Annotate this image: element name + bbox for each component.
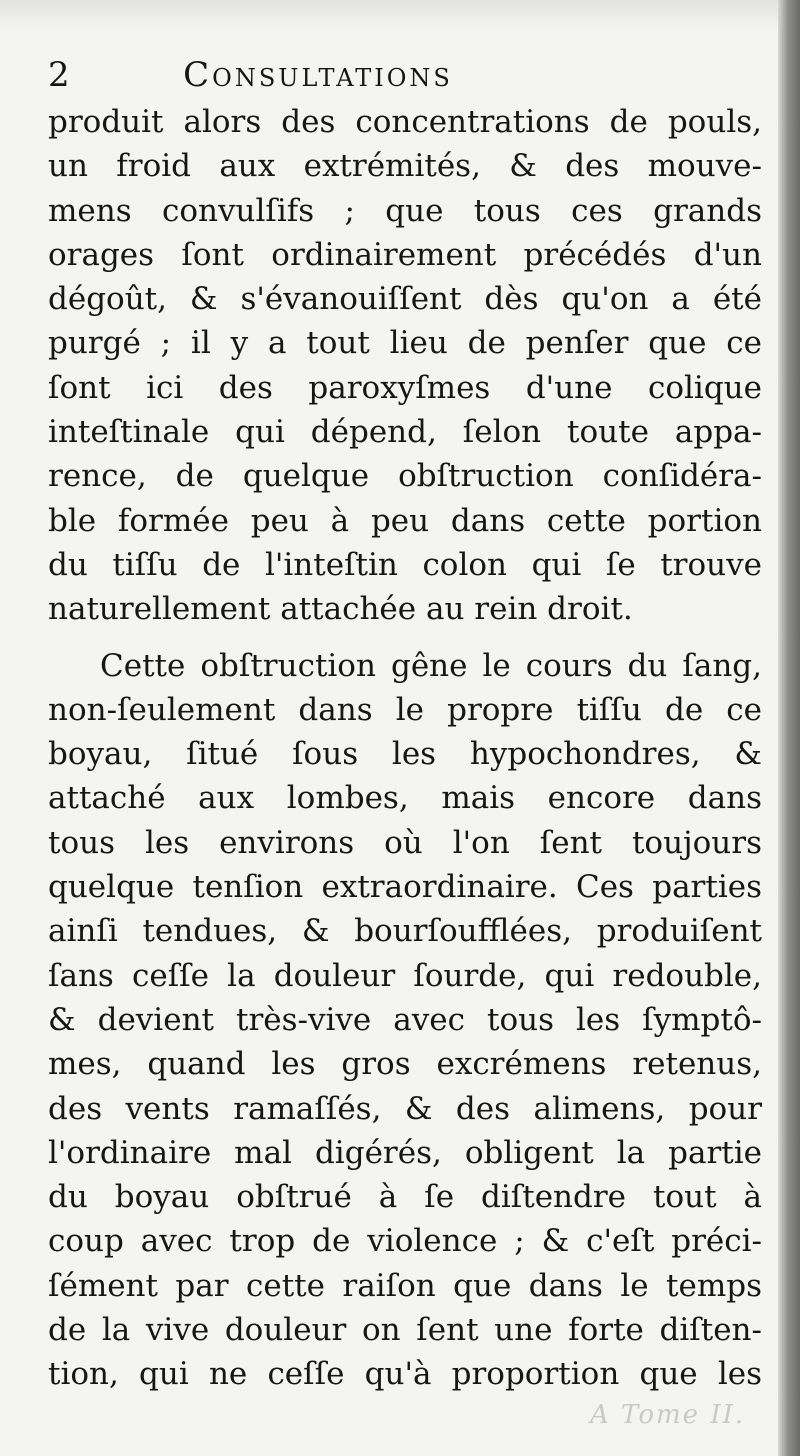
paragraph-2	[48, 644, 762, 1397]
paragraph-1	[48, 100, 762, 632]
text-line: ainſi tendues, & bourſoufflées, produiſent	[48, 913, 762, 950]
text-line: mes, quand les gros excrémens retenus,	[48, 1046, 762, 1083]
text-line: ble formée peu à peu dans cette portion	[48, 502, 762, 539]
text-line: ſans ceſſe la douleur ſourde, qui redouble,	[48, 957, 762, 994]
paragraph-gap	[48, 632, 762, 644]
page-header	[48, 52, 748, 98]
signature-mark: A Tome II.	[590, 1400, 746, 1430]
text-line: rence, de quelque obſtruction conſidéra-	[48, 458, 762, 495]
text-line: Cette obſtruction gêne le cours du ſang,	[100, 647, 762, 684]
text-line: orages ſont ordinairement précédés d'un	[48, 236, 762, 273]
text-line: mens convulſifs ; que tous ces grands	[48, 192, 762, 229]
text-line: du boyau obſtrué à ſe diſtendre tout à	[48, 1179, 762, 1216]
text-line: du tiſſu de l'inteſtin colon qui ſe trouve	[48, 546, 762, 583]
text-line: naturellement attachée au rein droit.	[48, 591, 633, 628]
page-edge	[778, 0, 800, 1456]
text-line: produit alors des concentrations de pouls,	[48, 104, 762, 140]
text-line: purgé ; il y a tout lieu de penſer que ce	[48, 325, 762, 362]
page-number: 2	[48, 55, 70, 95]
text-line: tion, qui ne ceſſe qu'à proportion que les	[48, 1356, 762, 1393]
body-text	[48, 100, 762, 1397]
text-line: ſément par cette raiſon que dans le temps	[48, 1267, 762, 1304]
text-line: l'ordinaire mal digérés, obligent la partie	[48, 1134, 762, 1171]
text-line: des vents ramaſſés, & des alimens, pour	[48, 1090, 762, 1127]
text-line: attaché aux lombes, mais encore dans	[48, 780, 762, 817]
running-head: Consultations	[183, 55, 453, 95]
text-line: inteſtinale qui dépend, ſelon toute appa-	[48, 414, 762, 451]
text-line: un froid aux extrémités, & des mouve-	[48, 148, 762, 185]
text-line: de la vive douleur on ſent une forte diſten-	[48, 1312, 762, 1349]
text-line: coup avec trop de violence ; & c'eſt préci-	[48, 1223, 762, 1260]
text-line: & devient très-vive avec tous les ſymptô-	[48, 1001, 762, 1038]
text-line: boyau, ſitué ſous les hypochondres, &	[48, 736, 762, 773]
text-line: ſont ici des paroxyſmes d'une colique	[48, 369, 762, 406]
text-line: quelque tenſion extraordinaire. Ces parties	[48, 869, 762, 906]
text-line: dégoût, & s'évanouiſſent dès qu'on a été	[48, 281, 762, 318]
text-line: tous les environs où l'on ſent toujours	[48, 824, 762, 861]
text-line: non-ſeulement dans le propre tiſſu de ce	[48, 691, 762, 728]
page-shadow	[0, 0, 778, 30]
